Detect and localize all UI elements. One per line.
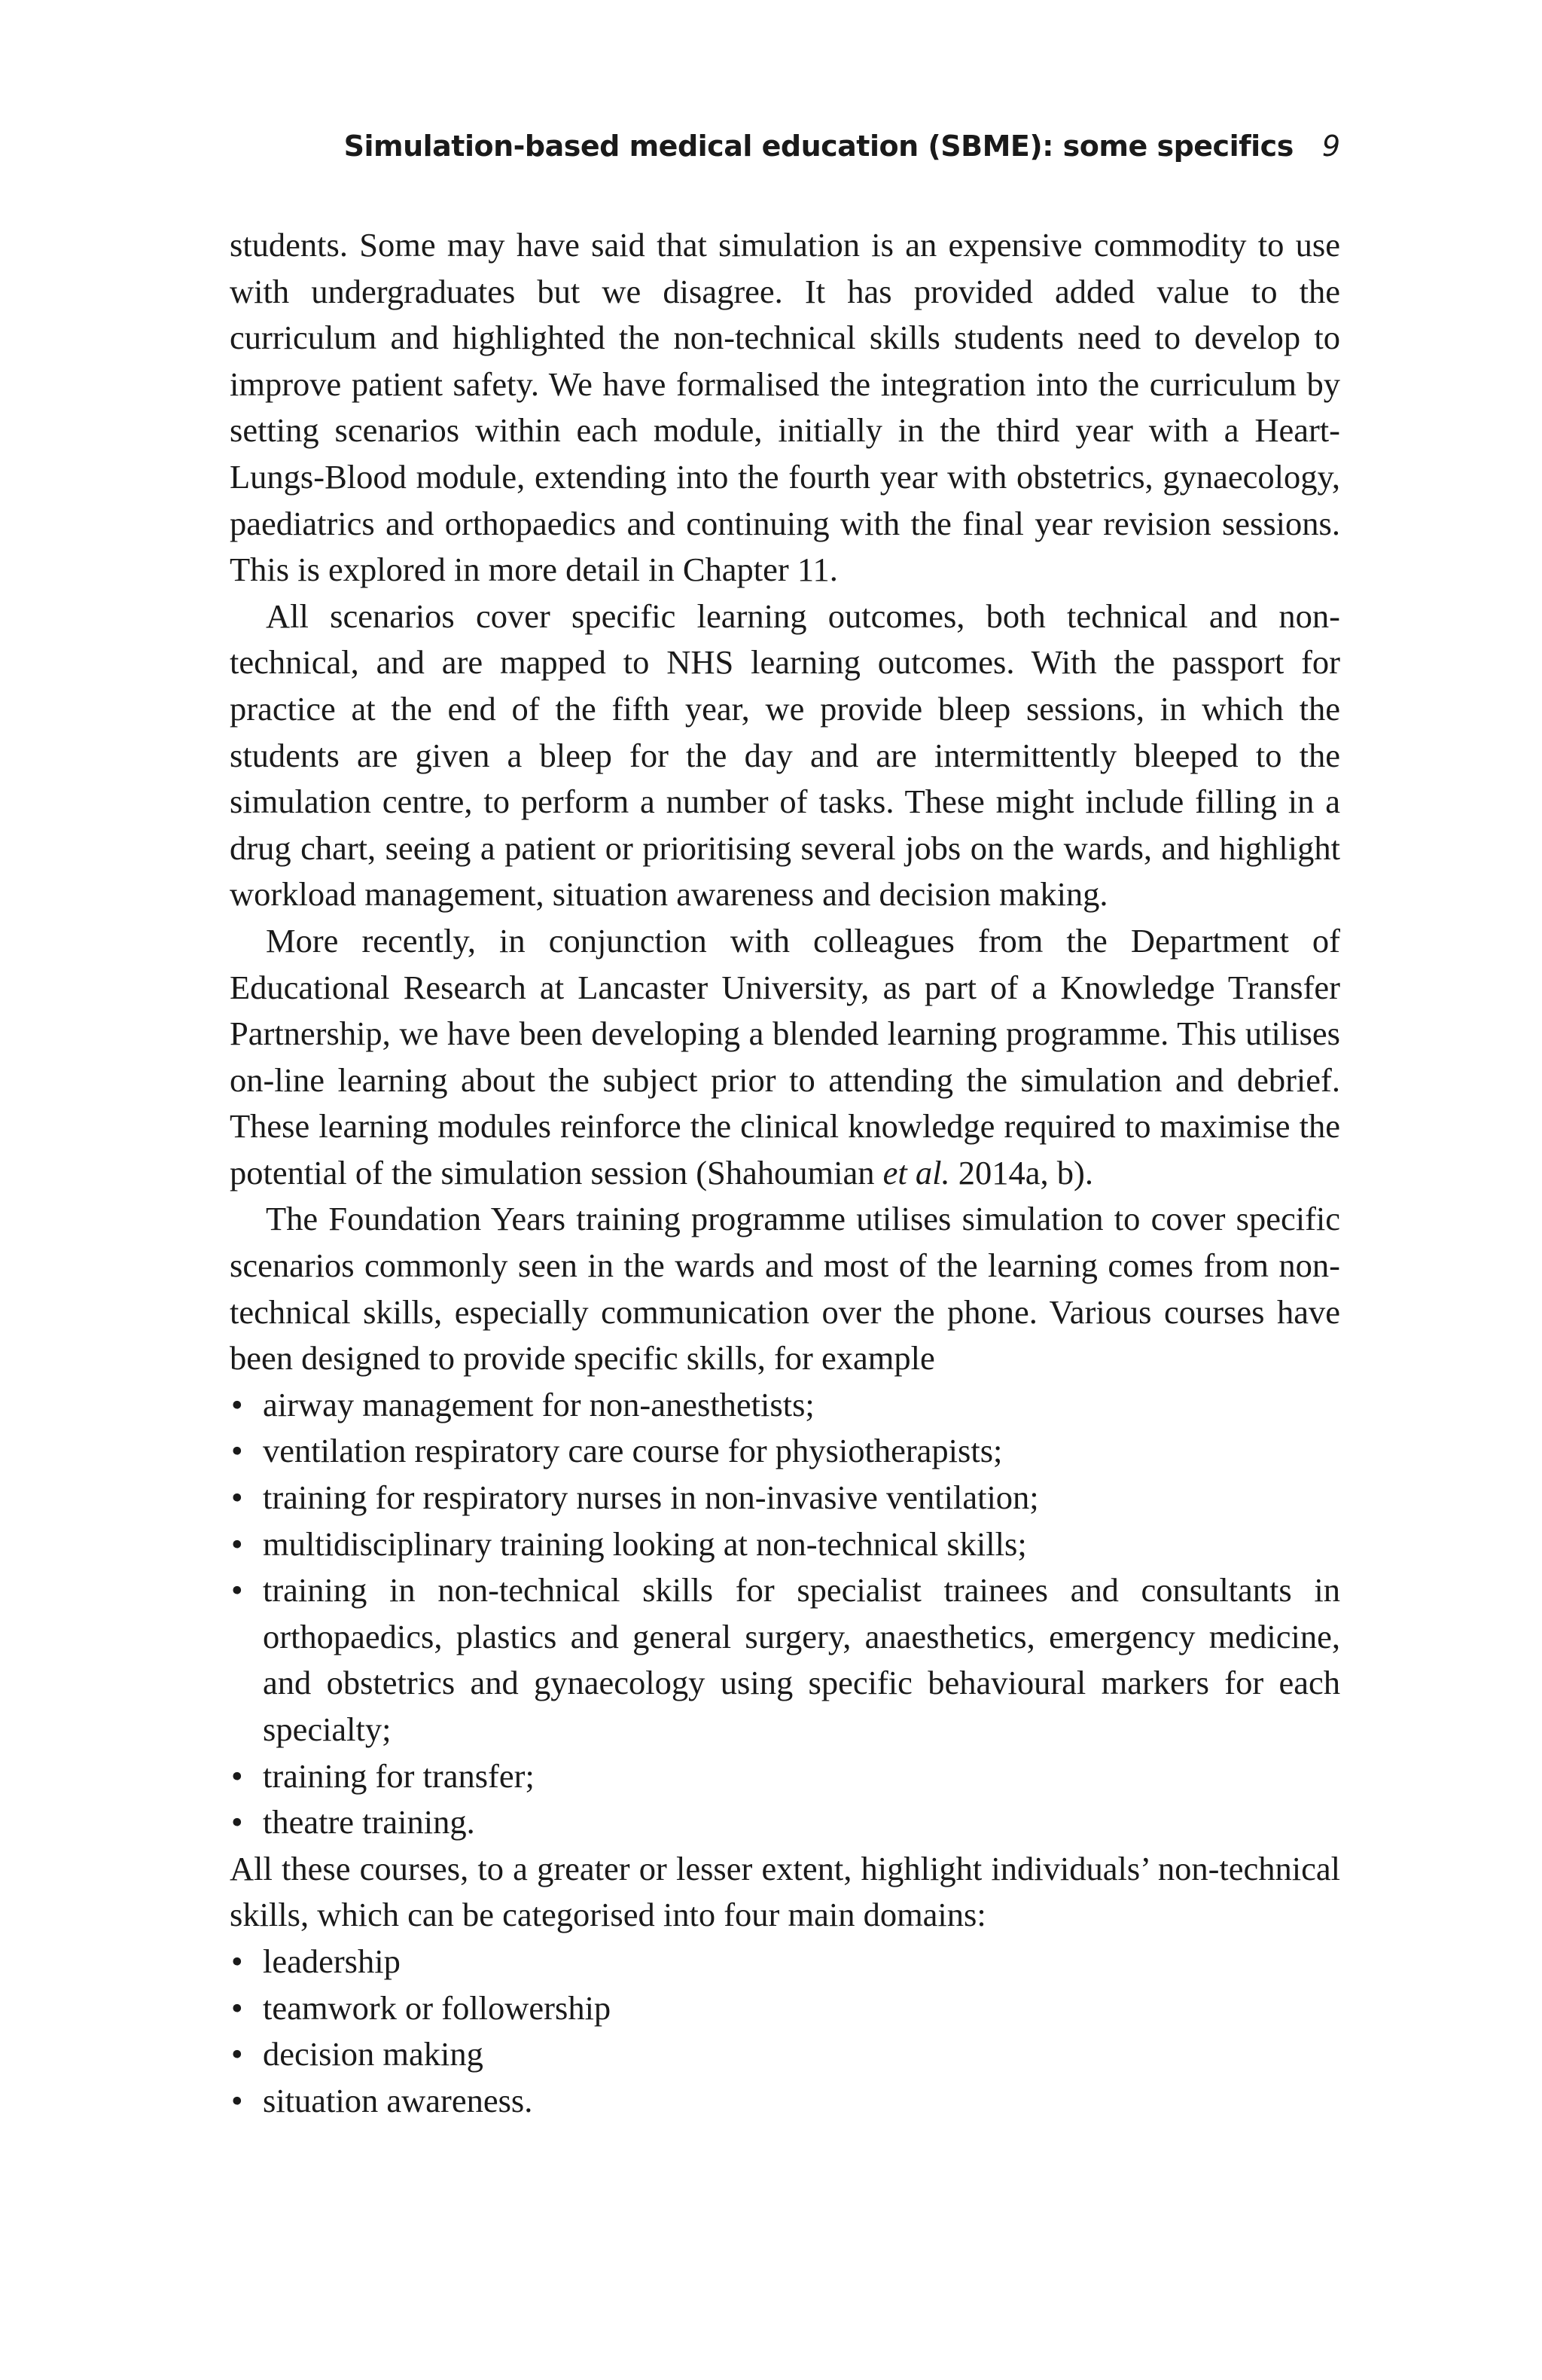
list-item: • leadership <box>230 1939 1340 1985</box>
list-item: • training for transfer; <box>230 1753 1340 1800</box>
list-item: • ventilation respiratory care course for physiotherapists; <box>230 1428 1340 1475</box>
list-item: • multidisciplinary training looking at non-technical skills; <box>230 1521 1340 1568</box>
list-item: • situation awareness. <box>230 2078 1340 2125</box>
page-body <box>230 222 1340 2124</box>
paragraph-5: All these courses, to a greater or lesser extent, highlight individuals’ non-technical skills, which can be categorised into four main domains: <box>230 1849 1340 1934</box>
courses-list <box>230 1382 1340 1846</box>
running-header <box>292 130 1340 175</box>
list-item: • teamwork or followership <box>230 1985 1340 2032</box>
list-item: • decision making <box>230 2031 1340 2078</box>
paragraph-3-text-start: More recently, in conjunction with colleagues from the Department of Educational Research at Lancaster University, as part of a Knowledge Transfer Partnership, we have been developing a blended learning programme. This utilises on-line learning about the subject prior to attending the simulation and debrief. These learning modules reinforce the clinical knowledge required to maximise the potential of the simulation session (Shahoumian <box>230 921 1340 1192</box>
paragraph-3-text-end: 2014a, b). <box>949 1153 1093 1192</box>
page-number: 9 <box>1321 130 1340 163</box>
paragraph-2: All scenarios cover specific learning outcomes, both technical and non-technical, and are mapped to NHS learning outcomes. With the passport for practice at the end of the fifth year, we provide bleep sessions, in which the students are given a bleep for the day and are intermittently bleeped to the simulation centre, to perform a number of tasks. These might include filling in a drug chart, seeing a patient or prioritising several jobs on the wards, and highlight workload management, situation awareness and decision making. <box>230 597 1340 914</box>
domains-list <box>230 1939 1340 2124</box>
list-item: • training for respiratory nurses in non-invasive ventilation; <box>230 1475 1340 1521</box>
list-item: • theatre training. <box>230 1799 1340 1846</box>
citation-et-al: et al. <box>882 1153 950 1192</box>
paragraph-1: students. Some may have said that simulation is an expensive commodity to use with undergraduates but we disagree. It has provided added value to the curriculum and highlighted the non-technical skills students need to develop to improve patient safety. We have formalised the integration into the curriculum by setting scenarios within each module, initially in the third year with a Heart-Lungs-Blood module, extending into the fourth year with obstetrics, gynaecology, paediatrics and orthopaedics and continuing with the final year revision sessions. This is explored in more detail in Chapter 11. <box>230 226 1340 589</box>
paragraph-3 <box>230 918 1340 1197</box>
running-header-title: Simulation-based medical education (SBME): some specifics <box>343 130 1294 163</box>
list-item: • airway management for non-anesthetists; <box>230 1382 1340 1429</box>
list-item: • training in non-technical skills for specialist trainees and consultants in orthopaedics, plastics and general surgery, anaesthetics, emergency medicine, and obstetrics and gynaecology using specific behavioural markers for each specialty; <box>230 1567 1340 1753</box>
paragraph-4: The Foundation Years training programme utilises simulation to cover specific scenarios commonly seen in the wards and most of the learning comes from non-technical skills, especially communication over the phone. Various courses have been designed to provide specific skills, for example <box>230 1200 1340 1378</box>
